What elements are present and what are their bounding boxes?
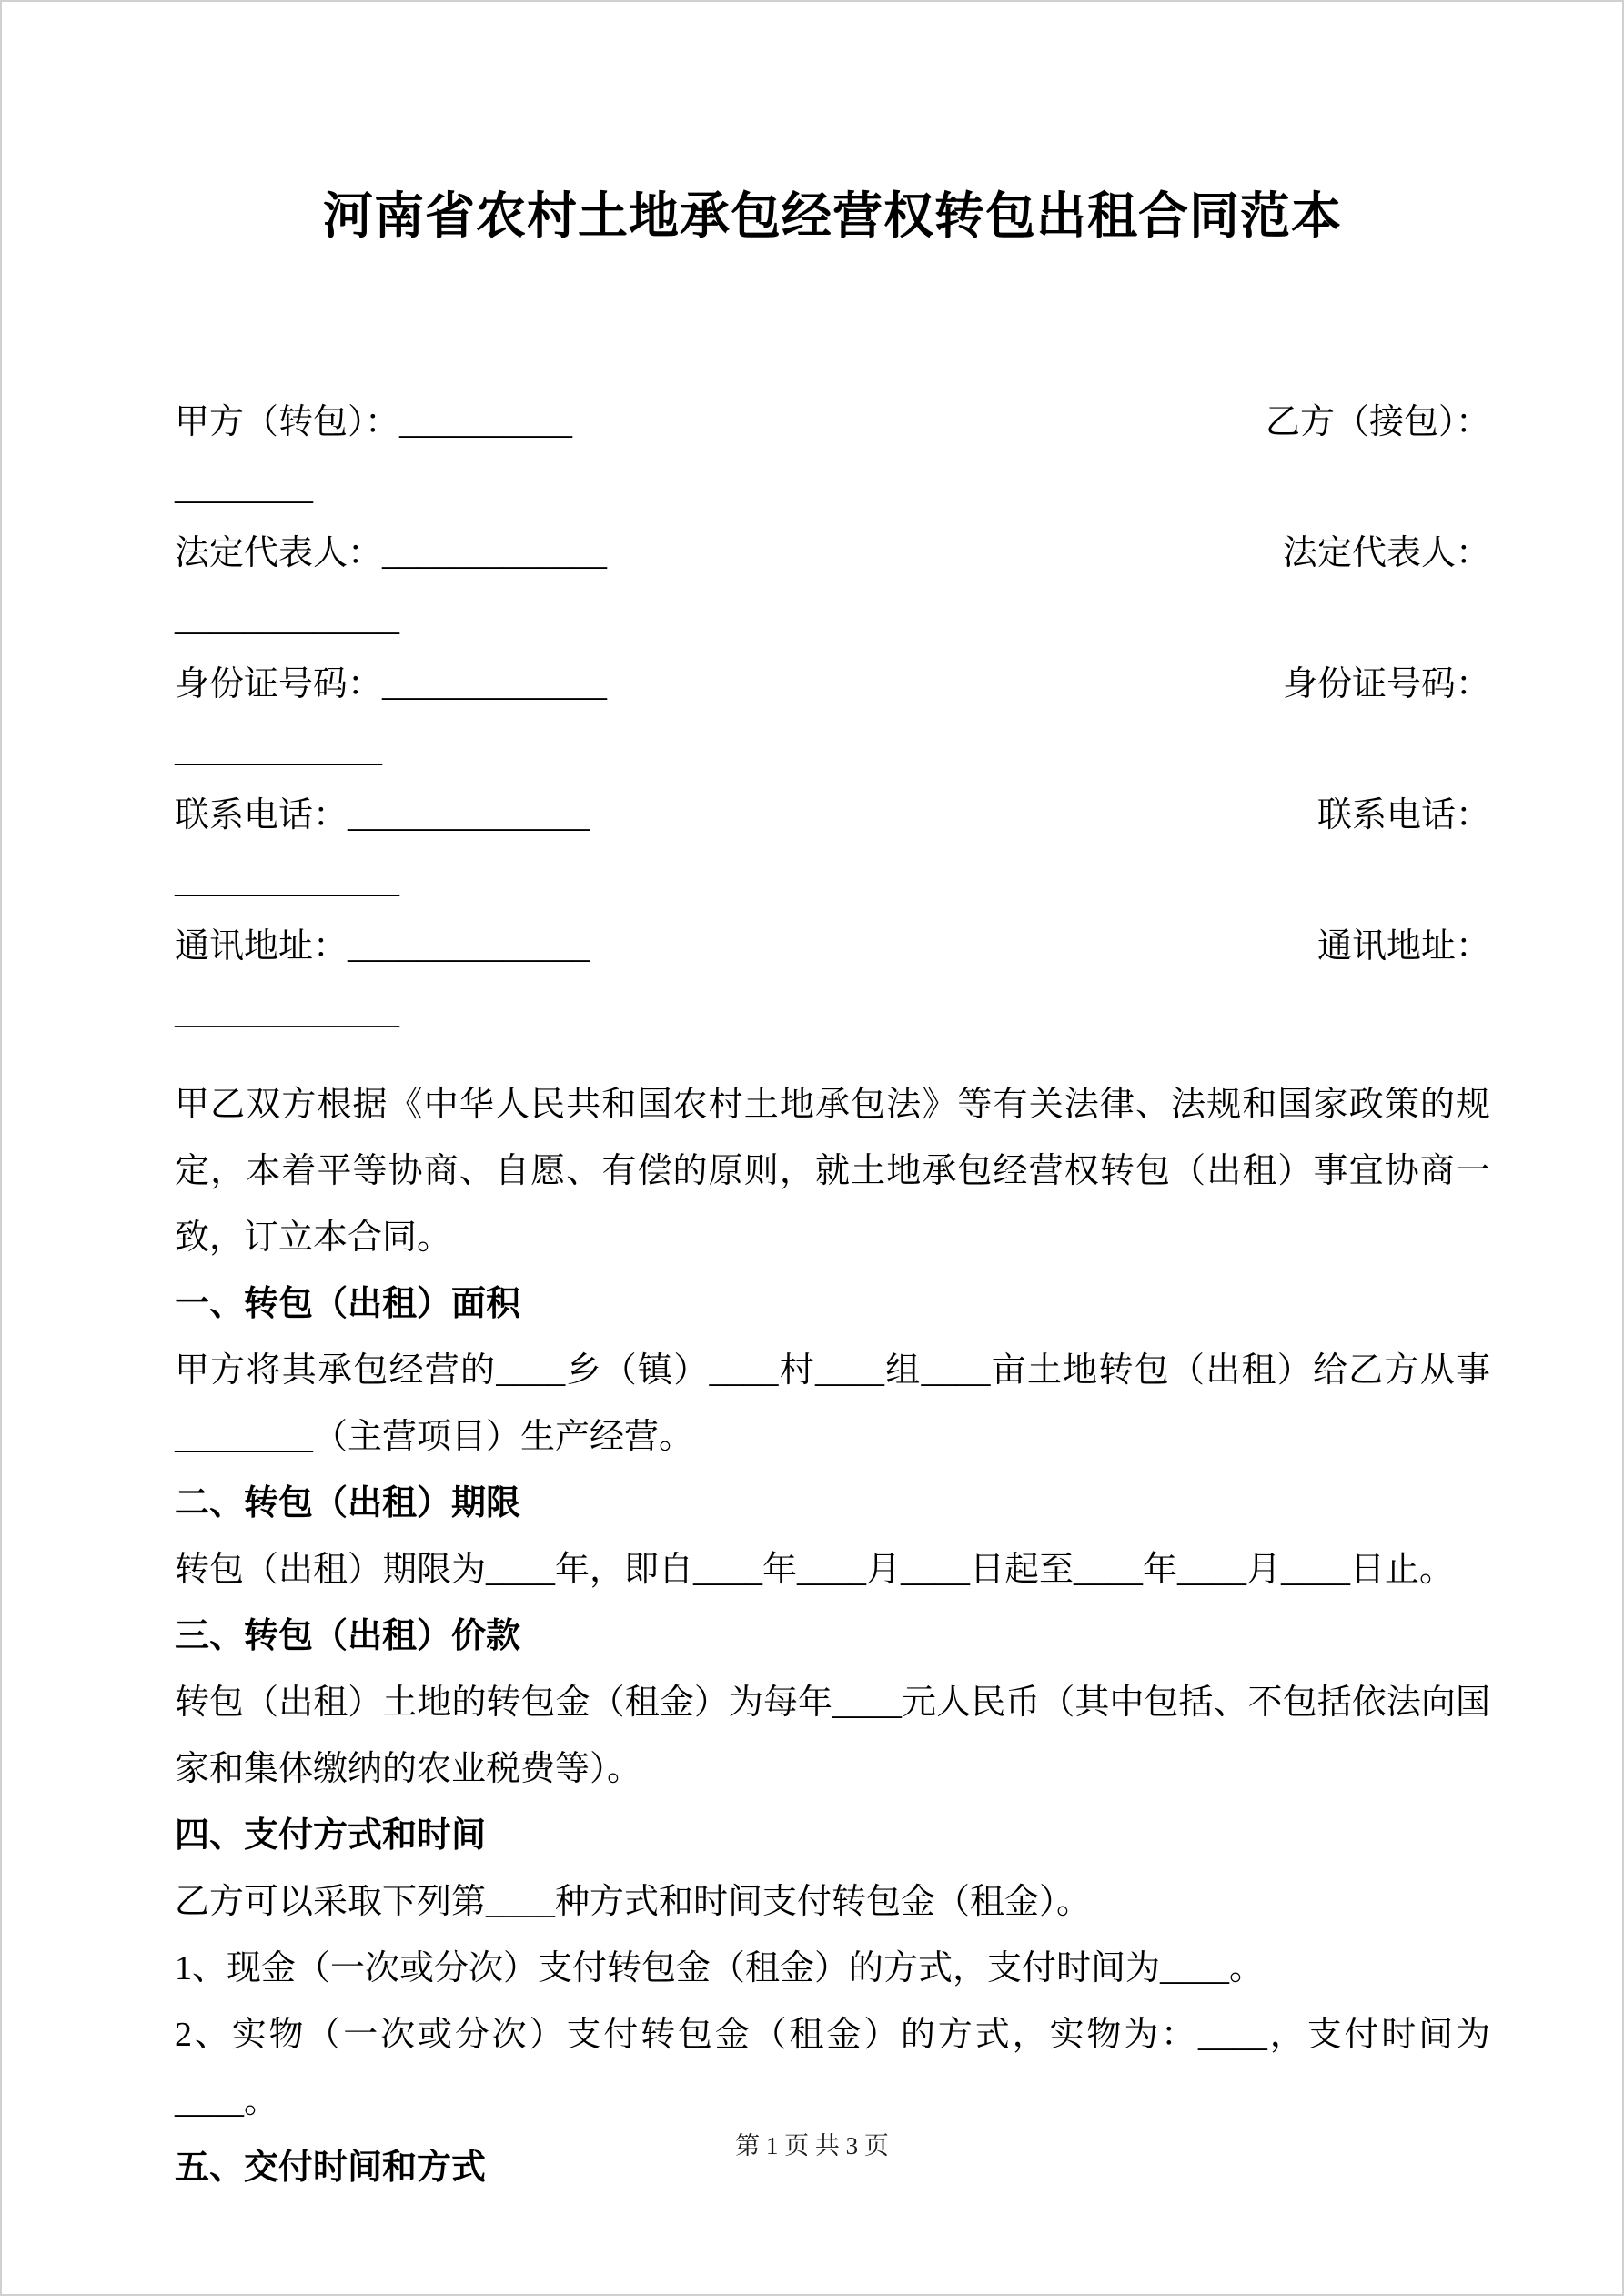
- party-b-phone-label: 联系电话：: [1316, 796, 1490, 834]
- party-row-phone: [175, 783, 1490, 914]
- party-b-id-number-blank: ____________: [175, 731, 382, 769]
- party-a-id-number-blank: _____________: [382, 665, 608, 703]
- section3-heading: 三、转包（出租）价款: [175, 1617, 521, 1655]
- document-title: 河南省农村土地承包经营权转包出租合同范本: [322, 188, 1342, 244]
- party-b-legal-rep-label: 法定代表人：: [1282, 534, 1490, 572]
- section5-heading: 五、交付时间和方式: [175, 2149, 487, 2187]
- party-a-address-label: 通讯地址：: [175, 927, 348, 966]
- contract-body: [175, 1072, 1490, 2201]
- section4-paragraph: 乙方可以采取下列第____种方式和时间支付转包金（租金）。: [175, 1883, 1092, 1921]
- party-b-address-label: 通讯地址：: [1316, 927, 1490, 966]
- party-row-legal-rep: [175, 521, 1490, 652]
- section3-paragraph: 转包（出租）土地的转包金（租金）为每年____元人民币（其中包括、不包括依法向国家和集体缴纳的农业税费等）。: [175, 1684, 1490, 1788]
- party-row-id-number: [175, 652, 1490, 783]
- party-a-address-blank: ______________: [348, 927, 590, 966]
- party-a-legal-rep-blank: _____________: [382, 534, 608, 572]
- section4-heading: 四、支付方式和时间: [175, 1816, 487, 1855]
- party-a-id-number-label: 身份证号码：: [175, 665, 383, 703]
- section2-paragraph: 转包（出租）期限为____年，即自____年____月____日起至____年____月____日止。: [175, 1551, 1455, 1589]
- party-a-name-blank: __________: [399, 403, 573, 441]
- party-b-address-blank: _____________: [175, 993, 399, 1031]
- section1-paragraph: 甲方将其承包经营的____乡（镇）____村____组____亩土地转包（出租）给乙方从事________（主营项目）生产经营。: [175, 1351, 1490, 1456]
- party-row-address: [175, 914, 1490, 1045]
- payment-option1-paragraph: 1、现金（一次或分次）支付转包金（租金）的方式，支付时间为____。: [175, 1949, 1265, 1988]
- party-b-id-number-label: 身份证号码：: [1282, 665, 1490, 703]
- party-b-phone-blank: _____________: [175, 862, 399, 900]
- party-a-phone-blank: ______________: [348, 796, 590, 834]
- party-a-name-label: 甲方（转包）：: [175, 403, 400, 441]
- party-a-id-number-field: [175, 652, 607, 717]
- party-a-legal-rep-label: 法定代表人：: [175, 534, 383, 572]
- party-a-legal-rep-field: [175, 521, 607, 586]
- party-a-phone-label: 联系电话：: [175, 796, 348, 834]
- payment-option2-paragraph: 2、实物（一次或分次）支付转包金（租金）的方式，实物为：____，支付时间为____。: [175, 2016, 1490, 2120]
- page-number-footer: 第 1 页 共 3 页: [735, 2132, 889, 2159]
- parties-section: [175, 389, 1490, 1045]
- party-b-legal-rep-blank: _____________: [175, 600, 399, 638]
- party-a-address-field: [175, 914, 590, 979]
- party-a-name-field: [175, 389, 572, 455]
- section1-heading: 一、转包（出租）面积: [175, 1285, 521, 1323]
- party-b-name-blank: ________: [175, 469, 313, 507]
- party-a-phone-field: [175, 783, 590, 848]
- party-row-name: [175, 389, 1490, 521]
- party-b-name-label: 乙方（接包）：: [1265, 403, 1490, 441]
- intro-paragraph: 甲乙双方根据《中华人民共和国农村土地承包法》等有关法律、法规和国家政策的规定，本着平等协商、自愿、有偿的原则，就土地承包经营权转包（出租）事宜协商一致，订立本合同。: [175, 1086, 1490, 1257]
- section2-heading: 二、转包（出租）期限: [175, 1484, 521, 1522]
